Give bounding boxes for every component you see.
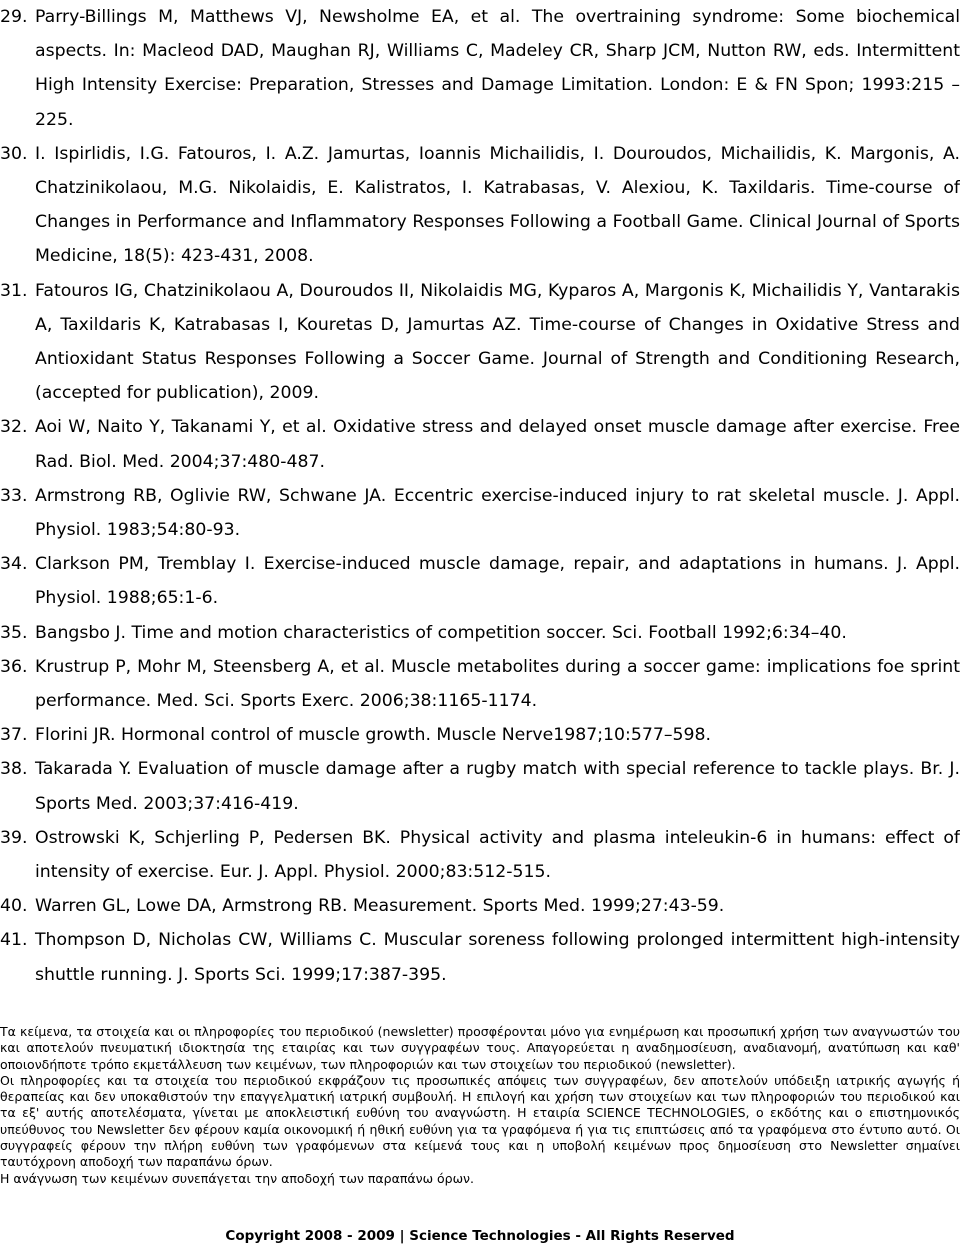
reference-number: 39. xyxy=(0,827,28,848)
reference-item xyxy=(0,137,960,274)
reference-text: I. Ispirlidis, I.G. Fatouros, I. A.Z. Jamurtas, Ioannis Michailidis, I. Douroudos, Michailidis, K. Margonis, A. Chatzinikolaou, M.G. Nikolaidis, E. Kalistratos, I. Katrabasas, V. Alexiou, K. Taxildaris. Time-course of Changes in Performance and Inflammatory Responses Following a Football Game. Clinical Journal of Sports Medicine, 18(5): 423-431, 2008. xyxy=(35,143,960,267)
reference-number: 38. xyxy=(0,759,28,780)
reference-number: 32. xyxy=(0,417,28,438)
reference-number: 35. xyxy=(0,622,28,643)
reference-text: Florini JR. Hormonal control of muscle growth. Muscle Nerve1987;10:577–598. xyxy=(35,725,711,746)
reference-number: 29. xyxy=(0,7,28,27)
reference-text: Takarada Y. Evaluation of muscle damage after a rugby match with special reference to tackle plays. Br. J. Sports Med. 2003;37:416-419. xyxy=(35,759,960,814)
reference-item xyxy=(0,616,960,650)
reference-text: Krustrup P, Mohr M, Steensberg A, et al. Muscle metabolites during a soccer game: implications foe sprint performance. Med. Sci. Sports Exerc. 2006;38:1165-1174. xyxy=(35,656,960,712)
reference-item xyxy=(0,410,960,478)
reference-number: 33. xyxy=(0,485,28,506)
reference-text: Ostrowski K, Schjerling P, Pedersen BK. Physical activity and plasma inteleukin-6 in humans: effect of intensity of exercise. Eur. J. Appl. Physiol. 2000;83:512-515. xyxy=(35,827,960,883)
disclaimer-paragraph: Τα κείμενα, τα στοιχεία και οι πληροφορίες του περιοδικού (newsletter) προσφέρονται μόνο για ενημέρωση και προσωπική χρήση των αναγνωστών του και αποτελούν πνευματική ιδιοκτησία της εταιρίας και των συγγραφέων τους. Απαγορεύεται η αναδημοσίευση, αναδιανομή, ανατύπωση και καθ' οποιονδήποτε τρόπο εκμετάλλευση των κειμένων, των πληροφοριών και των στοιχείων του περιοδικού (newsletter). xyxy=(0,1024,960,1072)
reference-item xyxy=(0,274,960,411)
disclaimer-paragraph: Οι πληροφορίες και τα στοιχεία του περιοδικού εκφράζουν τις προσωπικές απόψεις των συγγραφέων, δεν αποτελούν υπόδειξη ιατρικής αγωγής ή θεραπείας και δεν υποκαθιστούν την επαγγελματική ιατρική συμβουλή. Η επιλογή και χρήση των στοιχείων και των πληροφοριών του περιοδικού και τα εξ' αυτής αποτελέσματα, γίνεται με αποκλειστική ευθύνη του αναγνώστη. Η εταιρία SCIENCE TECHNOLOGIES, ο εκδότης και ο επιστημονικός υπεύθυνος του Newsletter δεν φέρουν καμία οικονομική ή ηθική ευθύνη για τα γραφόμενα ή για τις επιπτώσεις από τα γραφόμενα στο έντυπο αυτό. Οι συγγραφείς φέρουν την πλήρη ευθύνη των γραφόμενων στα κείμενά τους και η υποβολή κειμένων προς δημοσίευση στο Newsletter σημαίνει ταυτόχρονη αποδοχή των παραπάνω όρων. xyxy=(0,1072,960,1170)
reference-text: Clarkson PM, Tremblay I. Exercise-induced muscle damage, repair, and adaptations in humans. J. Appl. Physiol. 1988;65:1-6. xyxy=(35,554,960,609)
copyright-footer: Copyright 2008 - 2009 | Science Technologies - All Rights Reserved xyxy=(225,1228,735,1244)
reference-number: 41. xyxy=(0,930,28,951)
reference-number: 30. xyxy=(0,143,28,164)
reference-number: 31. xyxy=(0,280,28,301)
reference-number: 37. xyxy=(0,725,28,746)
reference-number: 36. xyxy=(0,656,28,677)
reference-item xyxy=(0,0,960,137)
reference-item xyxy=(0,718,960,752)
reference-item xyxy=(0,547,960,615)
reference-item xyxy=(0,479,960,547)
reference-text: Aoi W, Naito Y, Takanami Y, et al. Oxidative stress and delayed onset muscle damage after exercise. Free Rad. Biol. Med. 2004;37:480-487. xyxy=(35,417,960,472)
reference-text: Thompson D, Nicholas CW, Williams C. Muscular soreness following prolonged intermittent high-intensity shuttle running. J. Sports Sci. 1999;17:387-395. xyxy=(35,930,960,985)
reference-item xyxy=(0,752,960,820)
disclaimer-paragraph: Η ανάγνωση των κειμένων συνεπάγεται την αποδοχή των παραπάνω όρων. xyxy=(0,1170,475,1186)
reference-text: Bangsbo J. Time and motion characteristics of competition soccer. Sci. Football 1992;6:34–40. xyxy=(35,622,847,643)
reference-text: Parry-Billings M, Matthews VJ, Newsholme EA, et al. The overtraining syndrome: Some biochemical aspects. In: Macleod DAD, Maughan RJ, Williams C, Madeley CR, Sharp JCM, Nutton RW, eds. Intermittent High Intensity Exercise: Preparation, Stresses and Damage Limitation. London: E & FN Spon; 1993:215 – 225. xyxy=(35,7,960,130)
reference-text: Fatouros IG, Chatzinikolaou A, Douroudos II, Nikolaidis MG, Kyparos A, Margonis K, Michailidis Y, Vantarakis A, Taxildaris K, Katrabasas I, Kouretas D, Jamurtas AZ. Time-course of Changes in Oxidative Stress and Antioxidant Status Responses Following a Soccer Game. Journal of Strength and Conditioning Research, (accepted for publication), 2009. xyxy=(35,280,960,404)
disclaimer xyxy=(0,1024,960,1187)
reference-text: Armstrong RB, Oglivie RW, Schwane JA. Eccentric exercise-induced injury to rat skeletal muscle. J. Appl. Physiol. 1983;54:80-93. xyxy=(35,485,960,541)
reference-item xyxy=(0,821,960,889)
reference-number: 40. xyxy=(0,896,28,917)
reference-number: 34. xyxy=(0,554,28,575)
reference-item xyxy=(0,889,960,923)
reference-text: Warren GL, Lowe DA, Armstrong RB. Measurement. Sports Med. 1999;27:43-59. xyxy=(35,896,725,917)
reference-item xyxy=(0,650,960,718)
reference-item xyxy=(0,923,960,991)
